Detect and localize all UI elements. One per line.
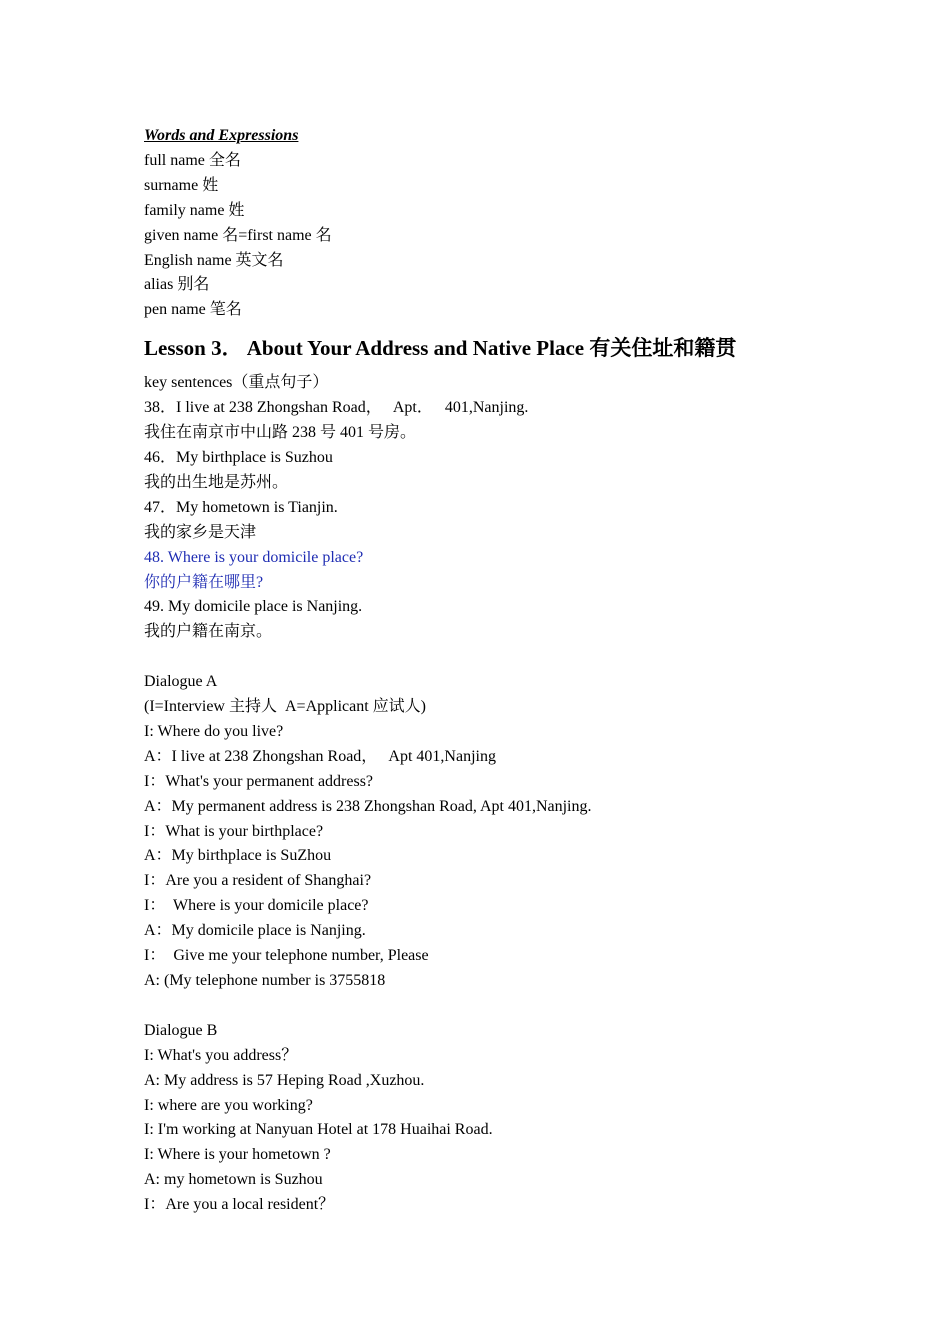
- dialogue-line: A: my hometown is Suzhou: [144, 1171, 323, 1189]
- key-sentence: 38．I live at 238 Zhongshan Road， Apt． 401,Nanjing.: [144, 399, 529, 417]
- dialogue-line: A：My domicile place is Nanjing.: [144, 922, 366, 940]
- key-sentence-highlighted: 48. Where is your domicile place?: [144, 548, 364, 566]
- spacer: [144, 994, 844, 1019]
- dialogue-line: I： Give me your telephone number, Please: [144, 947, 429, 965]
- key-sentence: 49. My domicile place is Nanjing.: [144, 598, 363, 616]
- word-item: surname 姓: [144, 176, 219, 194]
- dialogue-b-title: Dialogue B: [144, 1021, 218, 1039]
- word-item: given name 名=first name 名: [144, 226, 332, 244]
- dialogue-line: I: I'm working at Nanyuan Hotel at 178 Huaihai Road.: [144, 1121, 493, 1139]
- dialogue-line: I: Where is your hometown ?: [144, 1146, 331, 1164]
- key-sentence-translation: 我住在南京市中山路 238 号 401 号房。: [144, 424, 417, 442]
- word-item: English name 英文名: [144, 251, 284, 269]
- dialogue-line: A：I live at 238 Zhongshan Road， Apt 401,Nanjing: [144, 747, 496, 765]
- dialogue-line: I: Where do you live?: [144, 722, 284, 740]
- key-sentence-translation: 我的出生地是苏州。: [144, 473, 289, 491]
- dialogue-line: I: What's you address？: [144, 1046, 298, 1064]
- word-item: full name 全名: [144, 151, 241, 169]
- key-sentence-translation: 我的家乡是天津: [144, 523, 257, 541]
- dialogue-line: A: My address is 57 Heping Road ,Xuzhou.: [144, 1071, 425, 1089]
- spacer: [144, 645, 844, 670]
- dialogue-line: A: (My telephone number is 3755818: [144, 971, 386, 989]
- dialogue-line: I：Are you a resident of Shanghai?: [144, 872, 372, 890]
- key-sentence-translation-highlighted: 你的户籍在哪里?: [144, 573, 264, 591]
- words-heading: Words and Expressions: [144, 127, 299, 144]
- dialogue-line: I：What's your permanent address?: [144, 772, 374, 790]
- lesson-title: Lesson 3． About Your Address and Native Place 有关住址和籍贯: [144, 336, 737, 361]
- dialogue-a-title: Dialogue A: [144, 673, 218, 691]
- word-item: alias 别名: [144, 276, 210, 294]
- dialogue-line: I：Are you a local resident？: [144, 1196, 335, 1214]
- dialogue-line: I：What is your birthplace?: [144, 822, 324, 840]
- key-sentences-label: key sentences（重点句子）: [144, 374, 329, 392]
- word-item: pen name 笔名: [144, 301, 242, 319]
- dialogue-line: I： Where is your domicile place?: [144, 897, 369, 915]
- dialogue-line: A：My permanent address is 238 Zhongshan Road, Apt 401,Nanjing.: [144, 797, 592, 815]
- dialogue-line: (I=Interview 主持人 A=Applicant 应试人): [144, 698, 426, 716]
- dialogue-line: I: where are you working?: [144, 1096, 313, 1114]
- key-sentence-translation: 我的户籍在南京。: [144, 623, 273, 641]
- key-sentence: 47．My hometown is Tianjin.: [144, 498, 338, 516]
- key-sentence: 46．My birthplace is Suzhou: [144, 448, 333, 466]
- word-item: family name 姓: [144, 201, 245, 219]
- document-page: [144, 124, 844, 1218]
- dialogue-line: A：My birthplace is SuZhou: [144, 847, 332, 865]
